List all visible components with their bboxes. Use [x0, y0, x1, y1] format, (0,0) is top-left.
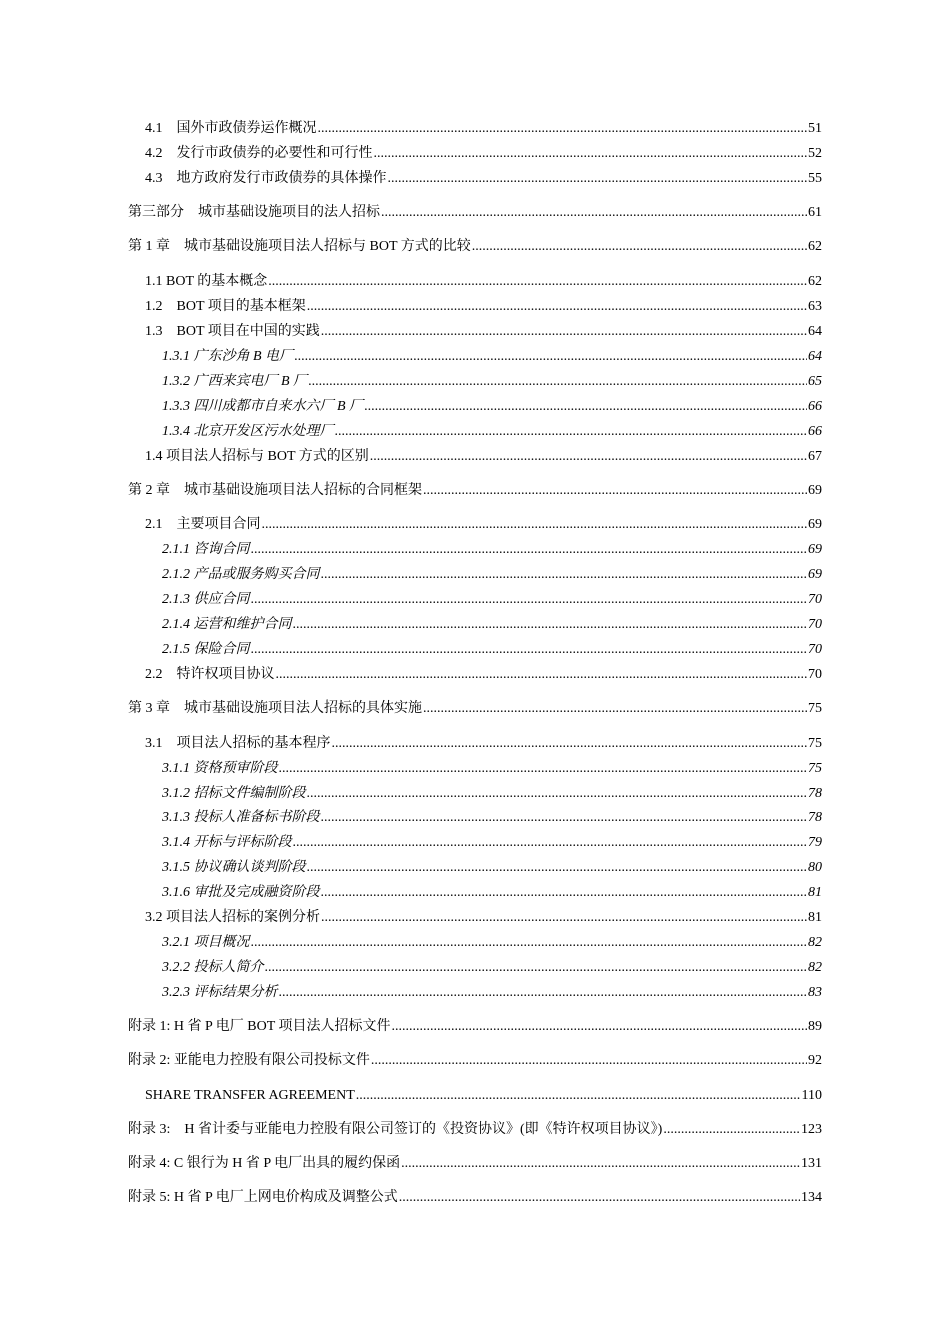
toc-leader-dots: [388, 170, 808, 188]
toc-entry-page: 70: [808, 592, 822, 607]
toc-entry[interactable]: [162, 859, 822, 877]
toc-entry-title: SHARE TRANSFER AGREEMENT: [145, 1088, 355, 1103]
toc-leader-dots: [321, 809, 808, 827]
toc-leader-dots: [307, 298, 807, 316]
toc-entry[interactable]: [128, 1018, 822, 1036]
toc-entry[interactable]: [145, 735, 822, 753]
toc-entry-title: 3.1.5 协议确认谈判阶段: [162, 860, 306, 875]
toc-entry[interactable]: [145, 170, 822, 188]
toc-leader-dots: [251, 591, 808, 609]
toc-entry-page: 75: [808, 761, 822, 776]
toc-entry-title: 1.3.3 四川成都市自来水六厂 B 厂: [162, 399, 364, 414]
toc-entry-page: 63: [808, 299, 822, 314]
toc-leader-dots: [276, 666, 808, 684]
toc-entry[interactable]: [128, 204, 822, 222]
toc-entry[interactable]: [162, 423, 822, 441]
toc-leader-dots: [293, 834, 808, 852]
toc-entry-page: 65: [808, 374, 822, 389]
toc-leader-dots: [472, 238, 807, 256]
toc-entry[interactable]: [162, 809, 822, 827]
toc-entry-title: 3.2.2 投标人简介: [162, 960, 264, 975]
toc-leader-dots: [318, 120, 808, 138]
toc-leader-dots: [663, 1121, 800, 1139]
toc-entry-title: 4.3 地方政府发行市政债券的具体操作: [145, 171, 387, 186]
toc-entry[interactable]: [145, 909, 822, 927]
toc-entry[interactable]: [128, 1121, 822, 1139]
toc-entry[interactable]: [145, 448, 822, 466]
toc-entry-page: 70: [808, 617, 822, 632]
toc-entry[interactable]: [128, 700, 822, 718]
toc-entry-title: 2.1.1 咨询合同: [162, 542, 250, 557]
toc-entry-page: 92: [808, 1053, 822, 1068]
toc-entry-page: 75: [808, 736, 822, 751]
toc-leader-dots: [268, 273, 807, 291]
toc-leader-dots: [356, 1087, 801, 1105]
toc-entry[interactable]: [162, 760, 822, 778]
toc-entry-title: 附录 1: H 省 P 电厂 BOT 项目法人招标文件: [128, 1019, 391, 1034]
toc-entry-page: 69: [808, 483, 822, 498]
toc-entry[interactable]: [162, 348, 822, 366]
toc-entry-page: 61: [808, 205, 822, 220]
toc-entry[interactable]: [162, 934, 822, 952]
toc-entry-page: 70: [808, 667, 822, 682]
toc-entry-title: 2.1 主要项目合同: [145, 517, 261, 532]
toc-entry[interactable]: [128, 238, 822, 256]
toc-entry[interactable]: [162, 834, 822, 852]
toc-entry-page: 62: [808, 239, 822, 254]
toc-entry-title: 附录 4: C 银行为 H 省 P 电厂出具的履约保函: [128, 1156, 401, 1171]
toc-leader-dots: [251, 641, 808, 659]
toc-leader-dots: [265, 959, 808, 977]
toc-leader-dots: [293, 616, 808, 634]
toc-entry-page: 67: [808, 449, 822, 464]
toc-entry[interactable]: [145, 666, 822, 684]
toc-entry-page: 80: [808, 860, 822, 875]
toc-entry[interactable]: [145, 145, 822, 163]
toc-leader-dots: [294, 348, 807, 366]
toc-leader-dots: [332, 735, 808, 753]
toc-entry-title: 1.4 项目法人招标与 BOT 方式的区别: [145, 449, 369, 464]
toc-entry-page: 69: [808, 517, 822, 532]
toc-leader-dots: [321, 566, 808, 584]
toc-entry-page: 123: [801, 1122, 822, 1137]
toc-entry-title: 2.1.3 供应合同: [162, 592, 250, 607]
toc-entry-page: 66: [808, 399, 822, 414]
toc-entry-title: 1.1 BOT 的基本概念: [145, 274, 268, 289]
toc-leader-dots: [381, 204, 807, 222]
toc-entry-title: 3.1.4 开标与评标阶段: [162, 835, 292, 850]
toc-entry[interactable]: [162, 959, 822, 977]
toc-entry-title: 附录 5: H 省 P 电厂上网电价构成及调整公式: [128, 1190, 398, 1205]
toc-entry-title: 1.3.4 北京开发区污水处理厂: [162, 424, 334, 439]
toc-entry-page: 70: [808, 642, 822, 657]
toc-entry-page: 89: [808, 1019, 822, 1034]
toc-entry-title: 3.2.1 项目概况: [162, 935, 250, 950]
toc-leader-dots: [321, 884, 808, 902]
toc-entry-title: 第三部分 城市基础设施项目的法人招标: [128, 205, 380, 220]
toc-leader-dots: [401, 1155, 800, 1173]
toc-leader-dots: [262, 516, 808, 534]
toc-entry-page: 81: [808, 885, 822, 900]
toc-entry[interactable]: [162, 884, 822, 902]
toc-entry[interactable]: [162, 641, 822, 659]
toc-entry-title: 1.3 BOT 项目在中国的实践: [145, 324, 320, 339]
toc-leader-dots: [307, 785, 808, 803]
toc-entry[interactable]: [128, 1052, 822, 1070]
toc-entry-page: 83: [808, 985, 822, 1000]
toc-leader-dots: [335, 423, 808, 441]
toc-entry-page: 62: [808, 274, 822, 289]
toc-entry-title: 第 2 章 城市基础设施项目法人招标的合同框架: [128, 483, 422, 498]
toc-entry-title: 2.1.2 产品或服务购买合同: [162, 567, 320, 582]
toc-entry[interactable]: [145, 323, 822, 341]
toc-leader-dots: [251, 541, 808, 559]
toc-entry[interactable]: [162, 616, 822, 634]
toc-leader-dots: [321, 909, 807, 927]
toc-leader-dots: [321, 323, 807, 341]
toc-entry[interactable]: [162, 373, 822, 391]
toc-leader-dots: [251, 934, 808, 952]
toc-leader-dots: [279, 984, 808, 1002]
toc-entry-page: 75: [808, 701, 822, 716]
toc-entry-title: 3.1.2 招标文件编制阶段: [162, 786, 306, 801]
toc-entry-page: 52: [808, 146, 822, 161]
toc-entry[interactable]: [162, 984, 822, 1002]
toc-entry-title: 第 1 章 城市基础设施项目法人招标与 BOT 方式的比较: [128, 239, 471, 254]
toc-entry-title: 附录 3: H 省计委与亚能电力控股有限公司签订的《投资协议》(即《特许权项目协议》): [128, 1122, 663, 1137]
toc-entry-page: 64: [808, 324, 822, 339]
toc-entry[interactable]: [128, 1155, 822, 1173]
toc-entry-title: 第 3 章 城市基础设施项目法人招标的具体实施: [128, 701, 422, 716]
toc-entry-title: 1.2 BOT 项目的基本框架: [145, 299, 306, 314]
toc-entry[interactable]: [145, 273, 822, 291]
toc-entry-page: 131: [801, 1156, 822, 1171]
toc-entry-title: 附录 2: 亚能电力控股有限公司投标文件: [128, 1053, 370, 1068]
toc-entry[interactable]: [162, 566, 822, 584]
toc-leader-dots: [370, 448, 807, 466]
toc-entry-title: 2.1.4 运营和维护合同: [162, 617, 292, 632]
toc-entry-page: 55: [808, 171, 822, 186]
toc-leader-dots: [308, 373, 807, 391]
toc-entry-page: 69: [808, 542, 822, 557]
toc-leader-dots: [399, 1189, 800, 1207]
toc-leader-dots: [423, 482, 807, 500]
toc-entry-title: 3.1.6 审批及完成融资阶段: [162, 885, 320, 900]
toc-entry-page: 82: [808, 960, 822, 975]
toc-entry[interactable]: [162, 398, 822, 416]
toc-entry-title: 3.2.3 评标结果分析: [162, 985, 278, 1000]
toc-leader-dots: [307, 859, 808, 877]
toc-entry-title: 3.2 项目法人招标的案例分析: [145, 910, 320, 925]
toc-entry[interactable]: [145, 298, 822, 316]
toc-entry-page: 78: [808, 810, 822, 825]
toc-entry-page: 79: [808, 835, 822, 850]
toc-entry-title: 1.3.2 广西来宾电厂 B 厂: [162, 374, 308, 389]
toc-entry[interactable]: [162, 785, 822, 803]
toc-entry-page: 69: [808, 567, 822, 582]
toc-entry[interactable]: [162, 591, 822, 609]
toc-entry-page: 81: [808, 910, 822, 925]
toc-entry-title: 3.1.1 资格预审阶段: [162, 761, 278, 776]
toc-entry-page: 82: [808, 935, 822, 950]
toc-leader-dots: [279, 760, 808, 778]
toc-entry-page: 66: [808, 424, 822, 439]
toc-entry[interactable]: [145, 120, 822, 138]
toc-entry-title: 4.2 发行市政债券的必要性和可行性: [145, 146, 373, 161]
toc-entry[interactable]: [162, 541, 822, 559]
toc-entry-page: 64: [808, 349, 822, 364]
toc-entry-title: 3.1 项目法人招标的基本程序: [145, 736, 331, 751]
toc-leader-dots: [423, 700, 807, 718]
toc-leader-dots: [392, 1018, 807, 1036]
toc-entry-title: 3.1.3 投标人准备标书阶段: [162, 810, 320, 825]
toc-entry[interactable]: [145, 516, 822, 534]
toc-entry[interactable]: [128, 482, 822, 500]
toc-entry-page: 110: [801, 1088, 822, 1103]
toc-entry-title: 4.1 国外市政债券运作概况: [145, 121, 317, 136]
toc-entry-title: 2.1.5 保险合同: [162, 642, 250, 657]
toc-leader-dots: [371, 1052, 807, 1070]
toc-entry-title: 1.3.1 广东沙角 B 电厂: [162, 349, 294, 364]
toc-leader-dots: [374, 145, 808, 163]
toc-entry-page: 134: [801, 1190, 822, 1205]
toc-entry-page: 78: [808, 786, 822, 801]
toc-entry-page: 51: [808, 121, 822, 136]
toc-entry-title: 2.2 特许权项目协议: [145, 667, 275, 682]
toc-leader-dots: [364, 398, 807, 416]
toc-entry[interactable]: [128, 1189, 822, 1207]
toc-entry[interactable]: [145, 1087, 822, 1105]
